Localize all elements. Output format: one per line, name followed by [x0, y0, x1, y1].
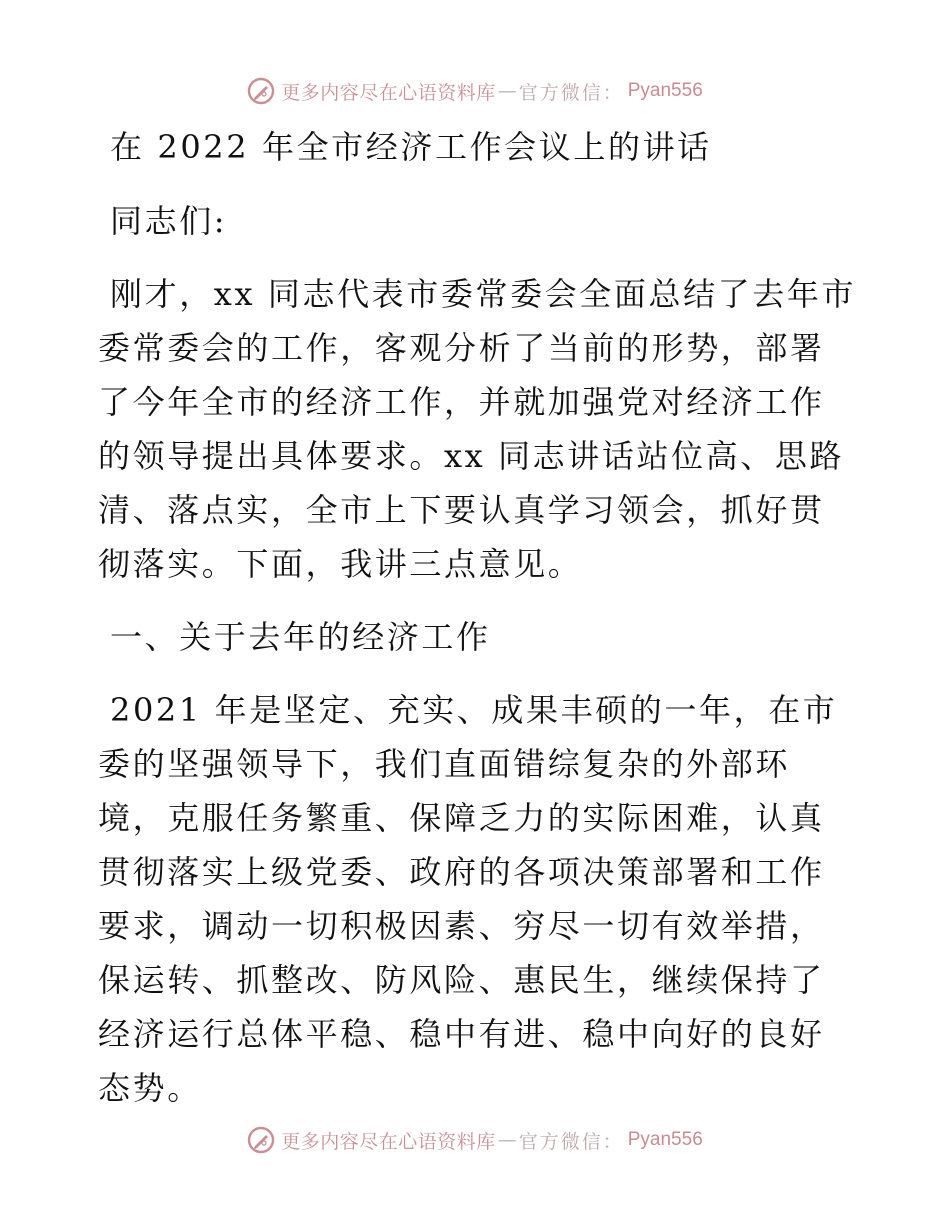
watermark-dash: — — [497, 80, 517, 102]
paragraph-1: 刚才，xx 同志代表市委常委会全面总结了去年市委常委会的工作，客观分析了当前的形势，部署了今年全市的经济工作，并就加强党对经济工作的领导提出具体要求。xx 同志讲话站位高、思路清、落点实，全市上下要认真学习领会，抓好贯彻落实。下面，我讲三点意见。 — [98, 275, 857, 583]
watermark-header — [0, 74, 950, 108]
salutation: 同志们: — [110, 202, 228, 240]
document-title: 在 2022 年全市经济工作会议上的讲话 — [110, 128, 712, 166]
document-body — [98, 120, 858, 1115]
watermark-footer — [0, 1123, 950, 1157]
pen-logo-icon — [247, 77, 275, 105]
watermark-brand: 更多内容尽在心语资料库 — [281, 1130, 496, 1153]
paragraph-2: 2021 年是坚定、充实、成果丰硕的一年，在市委的坚强领导下，我们直面错综复杂的外部环境，克服任务繁重、保障乏力的实际困难，认真贯彻落实上级党委、政府的各项决策部署和工作要求，调动一切积极因素、穷尽一切有效举措，保运转、抓整改、防风险、惠民生，继续保持了经济运行总体平稳、稳中有进、稳中向好的良好态势。 — [98, 691, 838, 1107]
watermark-wechat-id: Pyan556 — [627, 1129, 703, 1150]
section-heading-1: 一、关于去年的经济工作 — [110, 618, 491, 656]
pen-logo-icon — [247, 1126, 275, 1154]
watermark-dash: — — [497, 1129, 517, 1151]
watermark-official-label: 官方微信： — [518, 81, 624, 104]
watermark-brand: 更多内容尽在心语资料库 — [281, 81, 496, 104]
watermark-official-label: 官方微信： — [518, 1130, 624, 1153]
watermark-wechat-id: Pyan556 — [627, 80, 703, 101]
